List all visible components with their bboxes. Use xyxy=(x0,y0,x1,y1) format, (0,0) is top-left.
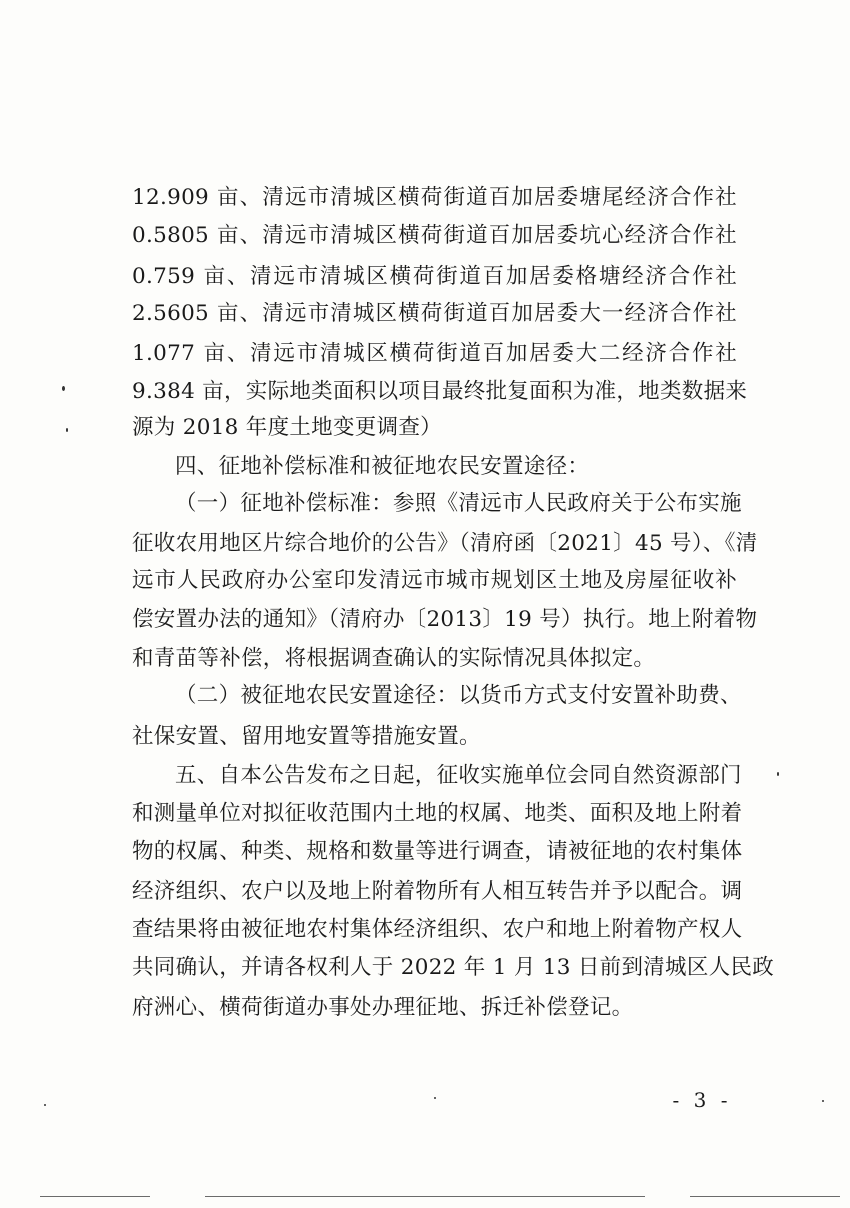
scan-edge-line xyxy=(690,1196,840,1197)
scan-speck xyxy=(44,1104,46,1106)
section-heading: 四、征地补偿标准和被征地农民安置途径： xyxy=(175,454,590,479)
scan-edge-line xyxy=(205,1196,645,1197)
paragraph-line: 经济组织、农户以及地上附着物所有人相互转告并予以配合。调 xyxy=(132,879,743,904)
paragraph-line: 府洲心、横荷街道办事处办理征地、拆迁补偿登记。 xyxy=(132,995,634,1020)
paragraph-line: 征收农用地区片综合地价的公告》（清府函〔2021〕45 号）、《清 xyxy=(132,531,758,556)
paragraph-line: 1.077 亩、清远市清城区横荷街道百加居委大二经济合作社 xyxy=(132,341,737,366)
scan-edge-line xyxy=(40,1196,150,1197)
paragraph-line: 0.759 亩、清远市清城区横荷街道百加居委格塘经济合作社 xyxy=(132,264,737,289)
scan-speck xyxy=(62,386,65,391)
paragraph-line: 共同确认，并请各权利人于 2022 年 1 月 13 日前到清城区人民政 xyxy=(132,955,775,980)
paragraph-line: 9.384 亩，实际地类面积以项目最终批复面积为准，地类数据来 xyxy=(132,379,748,404)
scan-speck xyxy=(822,1100,824,1102)
paragraph-line: 12.909 亩、清远市清城区横荷街道百加居委塘尾经济合作社 xyxy=(132,185,737,210)
paragraph-line: 和青苗等补偿，将根据调查确认的实际情况具体拟定。 xyxy=(132,646,656,671)
scan-speck xyxy=(777,772,779,776)
page-number: - 3 - xyxy=(672,1088,732,1112)
paragraph-line: 源为 2018 年度土地变更调查） xyxy=(132,415,442,440)
paragraph-line: 远市人民政府办公室印发清远市城市规划区土地及房屋征收补 xyxy=(132,568,737,593)
paragraph-line: （二）被征地农民安置途径：以货币方式支付安置补助费、 xyxy=(175,683,742,708)
paragraph-line: 偿安置办法的通知》（清府办〔2013〕19 号）执行。地上附着物 xyxy=(132,607,758,632)
paragraph-line: （一）征地补偿标准：参照《清远市人民政府关于公布实施 xyxy=(175,491,742,516)
scan-speck xyxy=(66,428,68,432)
paragraph-line: 社保安置、留用地安置等措施安置。 xyxy=(132,724,481,749)
paragraph-line: 和测量单位对拟征收范围内土地的权属、地类、面积及地上附着 xyxy=(132,801,743,826)
paragraph-line: 0.5805 亩、清远市清城区横荷街道百加居委坑心经济合作社 xyxy=(132,223,737,248)
paragraph-line: 物的权属、种类、规格和数量等进行调查，请被征地的农村集体 xyxy=(132,839,743,864)
paragraph-line: 五、自本公告发布之日起，征收实施单位会同自然资源部门 xyxy=(175,763,742,788)
paragraph-line: 2.5605 亩、清远市清城区横荷街道百加居委大一经济合作社 xyxy=(132,301,737,326)
paragraph-line: 查结果将由被征地农村集体经济组织、农户和地上附着物产权人 xyxy=(132,917,743,942)
scan-speck xyxy=(434,1097,436,1099)
